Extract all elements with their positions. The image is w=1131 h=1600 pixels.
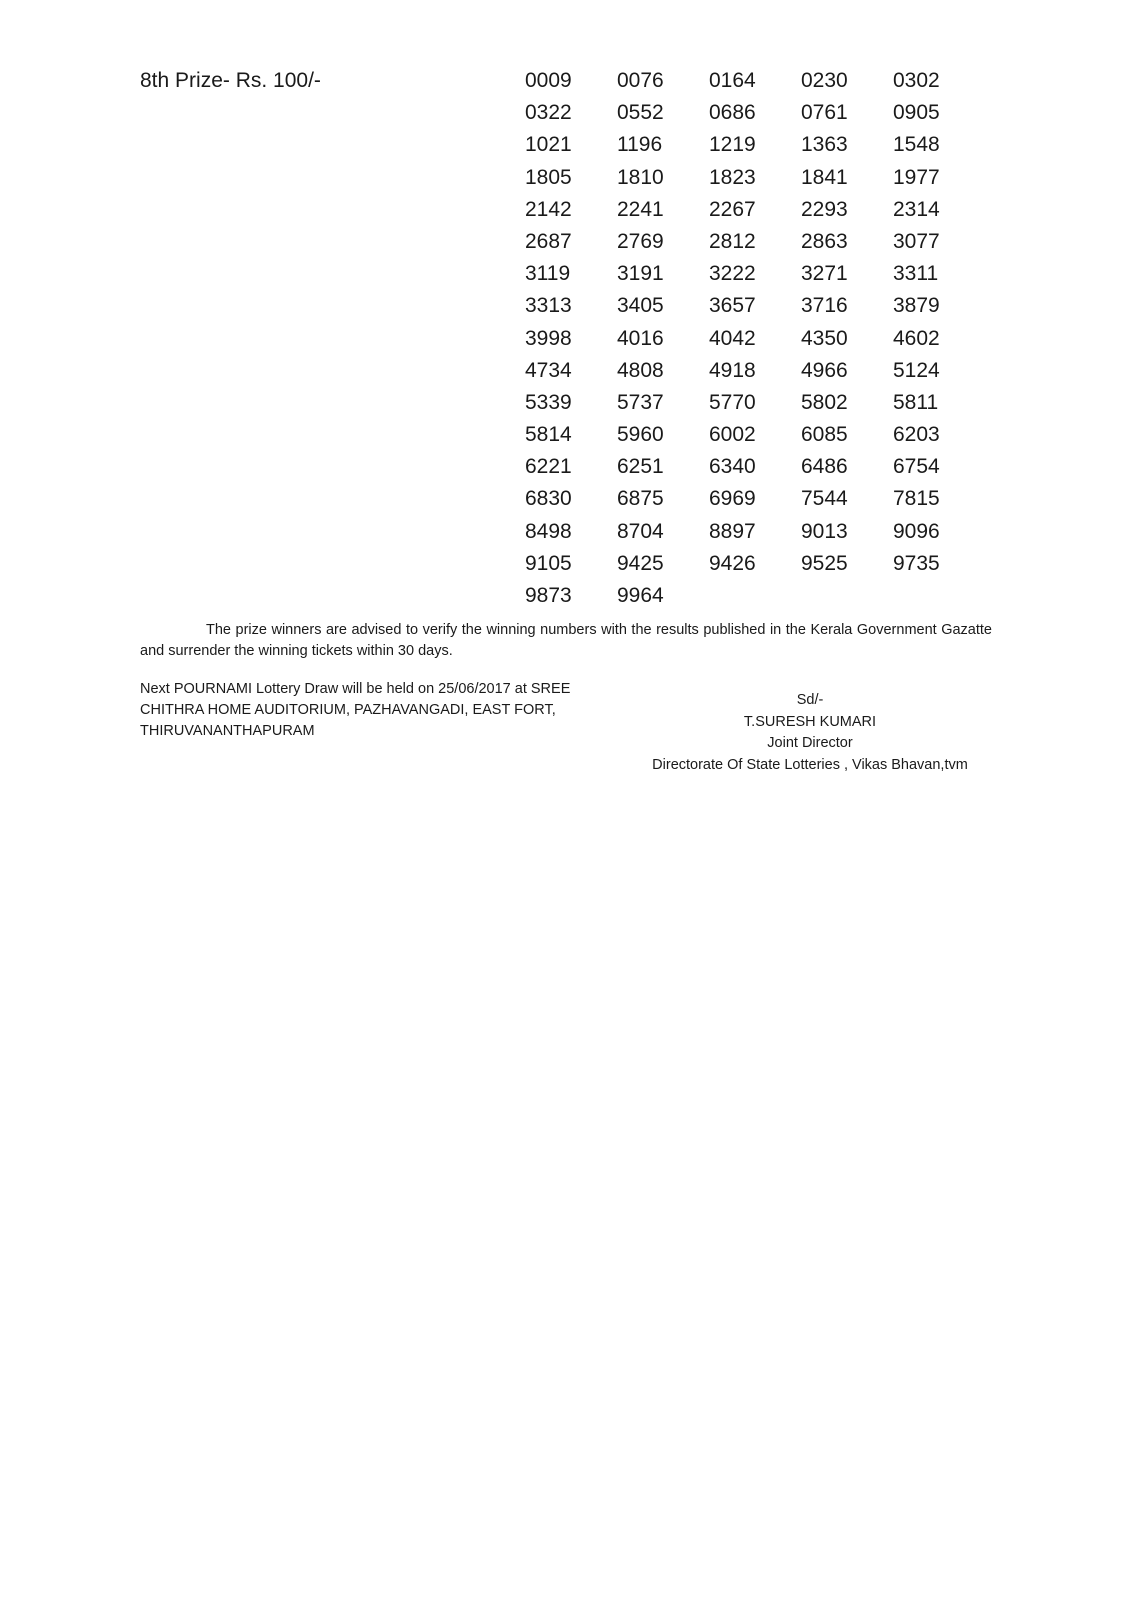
winning-number: 1841 xyxy=(801,165,848,189)
signatory-title: Joint Director xyxy=(767,735,853,751)
signatory-office: Directorate Of State Lotteries , Vikas Bhavan,tvm xyxy=(652,756,968,773)
winning-number: 2241 xyxy=(617,197,664,221)
winning-number: 3119 xyxy=(525,262,571,286)
winning-number: 0686 xyxy=(709,101,756,125)
winning-number: 3077 xyxy=(893,229,940,253)
winning-number: 0761 xyxy=(801,101,848,125)
winning-number: 7544 xyxy=(801,487,848,511)
winning-number: 8897 xyxy=(709,519,756,543)
winning-number: 4602 xyxy=(893,326,940,350)
winning-number: 9873 xyxy=(525,584,572,607)
winning-number: 5737 xyxy=(617,390,664,414)
winning-numbers-grid xyxy=(525,68,985,615)
winners-notice: The prize winners are advised to verify the winning numbers with the results published in the Kerala Government Gazatte and surrender the winning tickets within 30 days. xyxy=(140,622,992,659)
winning-number: 2812 xyxy=(709,229,756,253)
winning-number: 3271 xyxy=(801,262,848,286)
winning-number: 0076 xyxy=(617,69,664,92)
winning-number: 6340 xyxy=(709,455,756,479)
prize-label: 8th Prize- Rs. 100/- xyxy=(140,69,321,92)
winning-number: 6875 xyxy=(617,487,664,511)
winning-number: 9964 xyxy=(617,584,664,607)
winning-number: 6830 xyxy=(525,487,572,511)
winning-number: 2687 xyxy=(525,229,572,253)
winning-number: 6754 xyxy=(893,455,940,479)
winning-number: 5339 xyxy=(525,390,572,414)
winning-number: 6251 xyxy=(617,455,664,479)
next-draw-line: Next POURNAMI Lottery Draw will be held on 25/06/2017 at SREE xyxy=(140,681,571,697)
winning-number: 5770 xyxy=(709,390,756,414)
winning-number: 3405 xyxy=(617,294,664,318)
winning-number: 6221 xyxy=(525,455,572,479)
winning-number: 9013 xyxy=(801,519,848,543)
winning-number: 9525 xyxy=(801,551,848,575)
winning-number: 2142 xyxy=(525,197,572,221)
winning-number: 3191 xyxy=(617,262,664,286)
winning-number: 1977 xyxy=(893,165,940,189)
signature-sd: Sd/- xyxy=(796,692,824,708)
winning-number: 4966 xyxy=(801,358,848,382)
winning-number: 0230 xyxy=(801,69,848,92)
winning-number: 4808 xyxy=(617,358,664,382)
next-draw-info xyxy=(140,679,610,742)
winning-number: 4734 xyxy=(525,358,572,382)
winning-number: 9425 xyxy=(617,551,664,575)
winning-number: 6969 xyxy=(709,487,756,511)
winning-number: 8498 xyxy=(525,519,572,543)
winning-number: 9426 xyxy=(709,551,756,575)
winning-number: 7815 xyxy=(893,487,940,511)
winning-number: 4042 xyxy=(709,326,756,350)
winning-number: 1219 xyxy=(709,133,756,157)
winning-number: 9735 xyxy=(893,551,940,575)
winning-number: 6203 xyxy=(893,423,940,447)
winning-number: 6002 xyxy=(709,423,756,447)
winning-number: 6085 xyxy=(801,423,848,447)
signature-block xyxy=(620,690,1000,776)
next-draw-line: CHITHRA HOME AUDITORIUM, PAZHAVANGADI, EAST FORT, xyxy=(140,702,556,718)
winning-number: 3657 xyxy=(709,294,756,318)
winning-number: 0322 xyxy=(525,101,572,125)
winning-number: 6486 xyxy=(801,455,848,479)
winning-number: 2267 xyxy=(709,197,756,221)
winning-number: 1548 xyxy=(893,133,940,157)
winning-number: 3311 xyxy=(893,262,939,286)
winning-number: 4350 xyxy=(801,326,848,350)
winning-number: 2863 xyxy=(801,229,848,253)
winning-number: 9105 xyxy=(525,551,572,575)
winning-number: 8704 xyxy=(617,519,664,543)
winning-number: 9096 xyxy=(893,519,940,543)
winning-number: 3716 xyxy=(801,294,848,318)
winning-number: 0009 xyxy=(525,69,572,92)
signatory-name: T.SURESH KUMARI xyxy=(743,713,877,730)
winning-number: 2769 xyxy=(617,229,664,253)
winning-number: 3879 xyxy=(893,294,940,318)
winning-number: 1021 xyxy=(525,133,572,157)
winning-number: 1196 xyxy=(617,133,663,157)
next-draw-line: THIRUVANANTHAPURAM xyxy=(140,723,315,739)
winning-number: 0302 xyxy=(893,69,940,92)
winning-number: 0552 xyxy=(617,101,664,125)
winning-number: 3313 xyxy=(525,294,572,318)
winning-number: 5124 xyxy=(893,358,940,382)
winning-number: 3222 xyxy=(709,262,756,286)
winning-number: 1810 xyxy=(617,165,664,189)
winning-number: 5811 xyxy=(893,390,939,414)
winning-number: 1363 xyxy=(801,133,848,157)
winning-number: 5960 xyxy=(617,423,664,447)
winning-number: 1805 xyxy=(525,165,572,189)
winning-number: 5802 xyxy=(801,390,848,414)
winning-number: 0164 xyxy=(709,69,756,92)
winning-number: 2314 xyxy=(893,197,940,221)
winning-number: 3998 xyxy=(525,326,572,350)
winning-number: 4918 xyxy=(709,358,756,382)
winning-number: 4016 xyxy=(617,326,664,350)
winning-number: 0905 xyxy=(893,101,940,125)
winning-number: 5814 xyxy=(525,423,572,447)
winning-number: 2293 xyxy=(801,197,848,221)
winning-number: 1823 xyxy=(709,165,756,189)
